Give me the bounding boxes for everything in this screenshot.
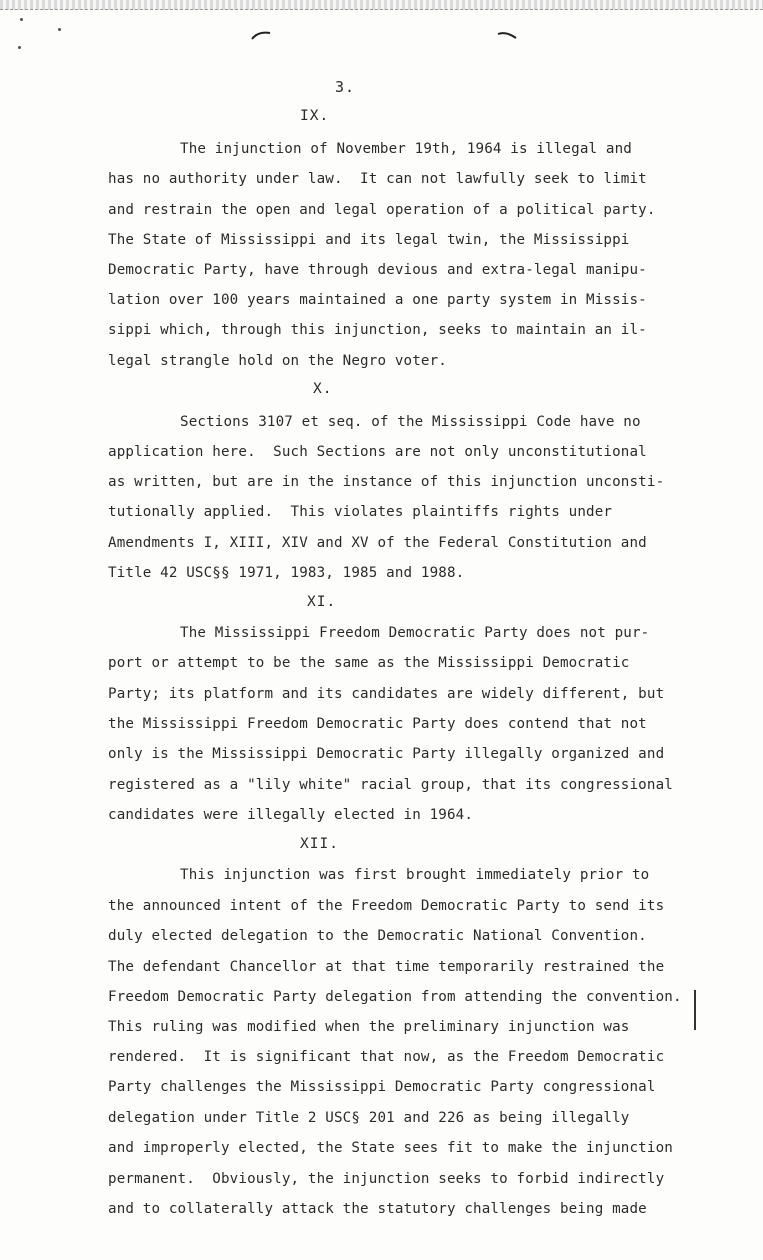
- paragraph-line: The injunction of November 19th, 1964 is illegal and: [180, 141, 632, 157]
- paragraph-line: sippi which, through this injunction, seeks to maintain an il-: [108, 322, 647, 338]
- page-number: 3.: [335, 78, 356, 96]
- paragraph-line: registered as a "lily white" racial group, that its congressional: [108, 777, 673, 793]
- punch-mark-right: [496, 30, 518, 40]
- ink-speck: [18, 46, 21, 49]
- paragraph-line: The Mississippi Freedom Democratic Party does not pur-: [180, 625, 650, 641]
- paragraph-line: duly elected delegation to the Democratic National Convention.: [108, 928, 647, 944]
- paragraph-line: the Mississippi Freedom Democratic Party does contend that not: [108, 716, 647, 732]
- paragraph-line: only is the Mississippi Democratic Party illegally organized and: [108, 746, 665, 762]
- paragraph-line: candidates were illegally elected in 1964.: [108, 807, 474, 823]
- section-heading-x: X.: [313, 381, 333, 397]
- paragraph-line: and restrain the open and legal operation of a political party.: [108, 202, 656, 218]
- paragraph-line: Amendments I, XIII, XIV and XV of the Federal Constitution and: [108, 535, 647, 551]
- paragraph-line: tutionally applied. This violates plaintiffs rights under: [108, 504, 613, 520]
- paragraph-line: Freedom Democratic Party delegation from attending the convention.: [108, 989, 682, 1005]
- paragraph-line: and improperly elected, the State sees fit to make the injunction: [108, 1140, 673, 1156]
- paragraph-line: Sections 3107 et seq. of the Mississippi Code have no: [180, 414, 641, 430]
- ink-speck: [58, 28, 61, 31]
- paragraph-line: application here. Such Sections are not only unconstitutional: [108, 444, 647, 460]
- ink-speck: [20, 18, 23, 21]
- scan-edge: [0, 0, 763, 10]
- margin-mark: [694, 990, 696, 1030]
- paragraph-line: This injunction was first brought immediately prior to: [180, 867, 650, 883]
- section-heading-xii: XII.: [300, 836, 339, 852]
- paragraph-line: legal strangle hold on the Negro voter.: [108, 353, 447, 369]
- paragraph-line: as written, but are in the instance of this injunction unconsti-: [108, 474, 665, 490]
- paragraph-line: rendered. It is significant that now, as the Freedom Democratic: [108, 1049, 665, 1065]
- paragraph-line: Party; its platform and its candidates are widely different, but: [108, 686, 665, 702]
- section-heading-ix: IX.: [300, 108, 330, 124]
- punch-mark-left: [250, 30, 272, 40]
- paragraph-line: permanent. Obviously, the injunction seeks to forbid indirectly: [108, 1171, 665, 1187]
- paragraph-line: has no authority under law. It can not lawfully seek to limit: [108, 171, 647, 187]
- paragraph-line: lation over 100 years maintained a one party system in Missis-: [108, 292, 647, 308]
- paragraph-line: the announced intent of the Freedom Democratic Party to send its: [108, 898, 665, 914]
- paragraph-line: The defendant Chancellor at that time temporarily restrained the: [108, 959, 665, 975]
- paragraph-line: Title 42 USC§§ 1971, 1983, 1985 and 1988.: [108, 565, 465, 581]
- paragraph-line: Party challenges the Mississippi Democratic Party congressional: [108, 1079, 656, 1095]
- paragraph-line: Democratic Party, have through devious and extra-legal manipu-: [108, 262, 647, 278]
- paragraph-line: port or attempt to be the same as the Mississippi Democratic: [108, 655, 630, 671]
- paragraph-line: and to collaterally attack the statutory challenges being made: [108, 1201, 647, 1217]
- paragraph-line: The State of Mississippi and its legal twin, the Mississippi: [108, 232, 630, 248]
- paragraph-line: delegation under Title 2 USC§ 201 and 226 as being illegally: [108, 1110, 630, 1126]
- paragraph-line: This ruling was modified when the preliminary injunction was: [108, 1019, 630, 1035]
- section-heading-xi: XI.: [307, 594, 337, 610]
